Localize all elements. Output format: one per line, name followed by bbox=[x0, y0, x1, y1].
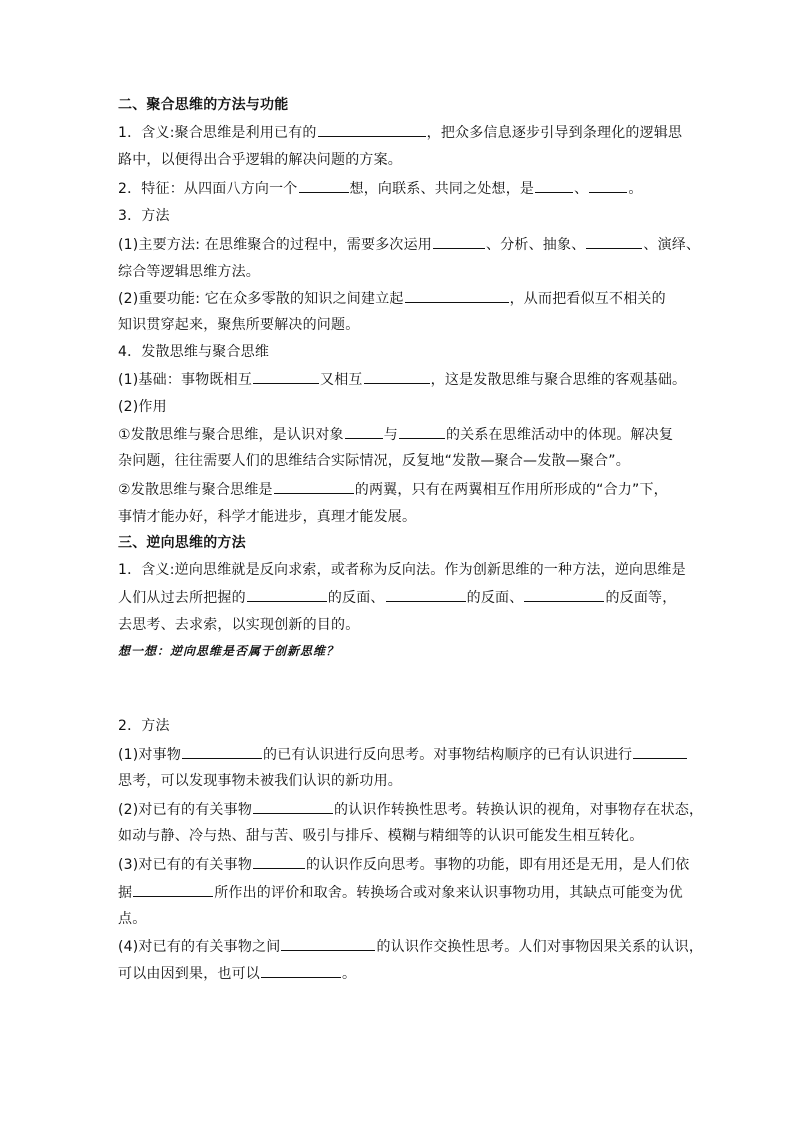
method-line-4b: 可以由因到果，也可以 。 bbox=[118, 966, 357, 982]
text-line: 事情才能办好，科学才能进步，真理才能发展。 bbox=[118, 509, 417, 525]
method-line-3: (3)对已有的有关事物 的认识作反向思考。事物的功能，即有用还是无用，是人们依 bbox=[118, 857, 690, 873]
text-line: 思考，可以发现事物未被我们认识的新功用。 bbox=[118, 773, 402, 789]
fill-blank[interactable] bbox=[253, 800, 333, 814]
fill-blank[interactable] bbox=[589, 179, 627, 193]
method-line-3b: 据 所作出的评价和取舍。转换场合或对象来认识事物功用，其缺点可能变为优 bbox=[118, 885, 683, 901]
section-heading-reverse: 三、逆向思维的方法 bbox=[118, 535, 246, 551]
text-line: 1．含义:逆向思维就是反向求索，或者称为反向法。作为创新思维的一种方法，逆向思维是 bbox=[118, 562, 686, 578]
basis-line: (1)基础：事物既相互 又相互 ，这是发散思维与聚合思维的客观基础。 bbox=[118, 372, 687, 388]
fill-blank[interactable] bbox=[399, 425, 445, 439]
method-line-1: (1)对事物 的已有认识进行反向思考。对事物结构顺序的已有认识进行 bbox=[118, 745, 688, 764]
text-line: 杂问题，往往需要人们的思维结合实际情况，反复地“发散—聚合—发散—聚合”。 bbox=[118, 453, 630, 469]
text-line: 综合等逻辑思维方法。 bbox=[118, 264, 260, 280]
reverse-definition-line: 人们从过去所把握的 的反面、 的反面、 的反面等， bbox=[118, 590, 677, 606]
fill-blank[interactable] bbox=[633, 745, 687, 759]
think-question: 想一想：逆向思维是否属于创新思维？ bbox=[118, 644, 340, 658]
fill-blank[interactable] bbox=[586, 235, 642, 249]
fill-blank[interactable] bbox=[364, 370, 430, 384]
definition-line: 1．含义:聚合思维是利用已有的 ，把众多信息逐步引导到条理化的逻辑思 bbox=[118, 125, 683, 141]
subheading-divergent-convergent: 4．发散思维与聚合思维 bbox=[118, 344, 270, 360]
subheading-method: 3．方法 bbox=[118, 208, 170, 224]
fill-blank[interactable] bbox=[182, 745, 262, 759]
role-line-1: ①发散思维与聚合思维，是认识对象 与 的关系在思维活动中的体现。解决复 bbox=[118, 427, 674, 443]
role-line-2: ②发散思维与聚合思维是 的两翼，只有在两翼相互作用所形成的“合力”下， bbox=[118, 482, 668, 498]
fill-blank[interactable] bbox=[247, 588, 327, 602]
feature-line: 2．特征：从四面八方向一个 想，向联系、共同之处想，是 、 。 bbox=[118, 181, 643, 197]
text-line: (2)作用 bbox=[118, 399, 167, 415]
fill-blank[interactable] bbox=[261, 964, 341, 978]
fill-blank[interactable] bbox=[281, 937, 375, 951]
fill-blank[interactable] bbox=[299, 179, 349, 193]
fill-blank[interactable] bbox=[524, 588, 604, 602]
section-heading-convergent: 二、聚合思维的方法与功能 bbox=[118, 97, 289, 113]
function-line: (2)重要功能: 它在众多零散的知识之间建立起 ，从而把看似互不相关的 bbox=[118, 291, 666, 307]
fill-blank[interactable] bbox=[253, 855, 305, 869]
fill-blank[interactable] bbox=[274, 480, 354, 494]
fill-blank[interactable] bbox=[405, 289, 509, 303]
fill-blank[interactable] bbox=[433, 235, 485, 249]
main-method-line: (1)主要方法: 在思维聚合的过程中，需要多次运用 、分析、抽象、 、演绎、 bbox=[118, 237, 701, 253]
subheading-method-2: 2．方法 bbox=[118, 718, 170, 734]
text-line: 如动与静、冷与热、甜与苦、吸引与排斥、模糊与精细等的认识可能发生相互转化。 bbox=[118, 828, 644, 844]
text-line: 点。 bbox=[118, 911, 147, 927]
fill-blank[interactable] bbox=[253, 370, 319, 384]
text-line: 去思考、去求索，以实现创新的目的。 bbox=[118, 617, 360, 633]
method-line-2: (2)对已有的有关事物 的认识作转换性思考。转换认识的视角，对事物存在状态， bbox=[118, 802, 704, 818]
text-line: 路中，以便得出合乎逻辑的解决问题的方案。 bbox=[118, 152, 402, 168]
fill-blank[interactable] bbox=[386, 588, 466, 602]
text-line: 知识贯穿起来，聚焦所要解决的问题。 bbox=[118, 317, 360, 333]
fill-blank[interactable] bbox=[345, 425, 383, 439]
fill-blank[interactable] bbox=[318, 123, 426, 137]
fill-blank[interactable] bbox=[133, 883, 213, 897]
method-line-4: (4)对已有的有关事物之间 的认识作交换性思考。人们对事物因果关系的认识， bbox=[118, 939, 704, 955]
fill-blank[interactable] bbox=[535, 179, 573, 193]
